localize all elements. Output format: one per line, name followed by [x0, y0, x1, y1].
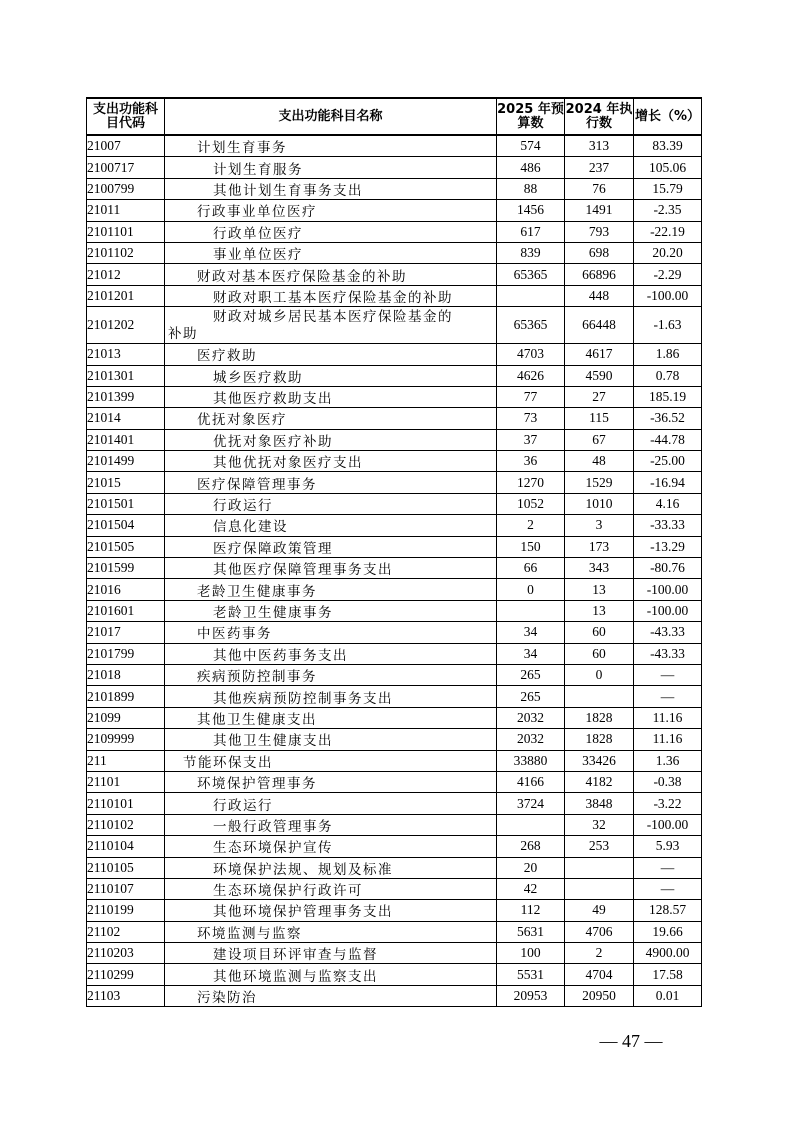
cell-code: 2110105	[87, 857, 165, 878]
cell-actual-2024: 49	[565, 900, 634, 921]
cell-growth: -43.33	[634, 622, 702, 643]
cell-actual-2024: 3848	[565, 793, 634, 814]
cell-name: 医疗保障政策管理	[165, 536, 497, 557]
cell-code: 211	[87, 750, 165, 771]
cell-actual-2024: 3	[565, 515, 634, 536]
cell-actual-2024: 1828	[565, 729, 634, 750]
cell-name: 财政对基本医疗保险基金的补助	[165, 264, 497, 285]
cell-name: 环境保护管理事务	[165, 771, 497, 792]
table-row	[87, 178, 702, 199]
cell-growth: —	[634, 878, 702, 899]
cell-code: 2101601	[87, 600, 165, 621]
table-row	[87, 857, 702, 878]
cell-code: 2100799	[87, 178, 165, 199]
cell-actual-2024	[565, 857, 634, 878]
table-row	[87, 579, 702, 600]
cell-code: 2101101	[87, 221, 165, 242]
cell-code: 2101501	[87, 493, 165, 514]
cell-budget-2025: 265	[497, 686, 565, 707]
cell-name: 事业单位医疗	[165, 242, 497, 263]
cell-growth: 19.66	[634, 921, 702, 942]
cell-budget-2025: 36	[497, 451, 565, 472]
table-row	[87, 921, 702, 942]
table-header-row	[87, 98, 702, 135]
cell-name: 一般行政管理事务	[165, 814, 497, 835]
table-row	[87, 515, 702, 536]
table-row	[87, 558, 702, 579]
cell-code: 21103	[87, 985, 165, 1006]
cell-growth: -25.00	[634, 451, 702, 472]
cell-budget-2025: 20	[497, 857, 565, 878]
cell-growth: 105.06	[634, 157, 702, 178]
table-row	[87, 536, 702, 557]
cell-actual-2024: 4704	[565, 964, 634, 985]
cell-actual-2024: 13	[565, 600, 634, 621]
cell-actual-2024: 48	[565, 451, 634, 472]
cell-growth: -36.52	[634, 408, 702, 429]
table-row	[87, 771, 702, 792]
table-row	[87, 386, 702, 407]
cell-budget-2025: 37	[497, 429, 565, 450]
cell-budget-2025: 5531	[497, 964, 565, 985]
cell-budget-2025: 2032	[497, 729, 565, 750]
cell-actual-2024: 4182	[565, 771, 634, 792]
cell-code: 2110101	[87, 793, 165, 814]
expenditure-table	[86, 97, 702, 1007]
cell-growth: -100.00	[634, 814, 702, 835]
table-row	[87, 221, 702, 242]
cell-actual-2024	[565, 878, 634, 899]
cell-name: 其他中医药事务支出	[165, 643, 497, 664]
cell-actual-2024: 4617	[565, 344, 634, 365]
cell-growth: 17.58	[634, 964, 702, 985]
cell-growth: 128.57	[634, 900, 702, 921]
cell-code: 21017	[87, 622, 165, 643]
cell-name: 医疗救助	[165, 344, 497, 365]
table-row	[87, 344, 702, 365]
cell-actual-2024: 67	[565, 429, 634, 450]
cell-growth: -13.29	[634, 536, 702, 557]
table-row	[87, 408, 702, 429]
cell-growth: 15.79	[634, 178, 702, 199]
cell-budget-2025: 112	[497, 900, 565, 921]
table-row	[87, 686, 702, 707]
cell-actual-2024: 698	[565, 242, 634, 263]
cell-growth: -3.22	[634, 793, 702, 814]
cell-growth: 0.01	[634, 985, 702, 1006]
cell-budget-2025: 88	[497, 178, 565, 199]
table-row	[87, 964, 702, 985]
cell-code: 2100717	[87, 157, 165, 178]
table-row	[87, 307, 702, 344]
cell-code: 2101899	[87, 686, 165, 707]
cell-budget-2025: 268	[497, 836, 565, 857]
cell-growth: 83.39	[634, 135, 702, 157]
table-row	[87, 985, 702, 1006]
cell-budget-2025: 1456	[497, 200, 565, 221]
cell-actual-2024: 173	[565, 536, 634, 557]
cell-name: 污染防治	[165, 985, 497, 1006]
cell-budget-2025: 486	[497, 157, 565, 178]
cell-name: 计划生育服务	[165, 157, 497, 178]
cell-budget-2025	[497, 814, 565, 835]
header-budget-2025: 2025 年预算数	[497, 98, 565, 135]
cell-growth: -43.33	[634, 643, 702, 664]
table-row	[87, 622, 702, 643]
cell-code: 2101499	[87, 451, 165, 472]
table-row	[87, 429, 702, 450]
cell-code: 2101401	[87, 429, 165, 450]
cell-code: 2109999	[87, 729, 165, 750]
cell-actual-2024: 76	[565, 178, 634, 199]
cell-code: 2110203	[87, 943, 165, 964]
cell-name: 其他环境监测与监察支出	[165, 964, 497, 985]
cell-budget-2025: 100	[497, 943, 565, 964]
cell-budget-2025: 617	[497, 221, 565, 242]
table-row	[87, 643, 702, 664]
cell-budget-2025: 574	[497, 135, 565, 157]
table-row	[87, 200, 702, 221]
cell-budget-2025: 4703	[497, 344, 565, 365]
cell-name: 其他计划生育事务支出	[165, 178, 497, 199]
table-row	[87, 472, 702, 493]
cell-growth: -2.29	[634, 264, 702, 285]
cell-budget-2025: 77	[497, 386, 565, 407]
cell-budget-2025	[497, 285, 565, 306]
table-row	[87, 600, 702, 621]
cell-code: 21014	[87, 408, 165, 429]
header-actual-2024: 2024 年执行数	[565, 98, 634, 135]
cell-budget-2025: 3724	[497, 793, 565, 814]
cell-budget-2025: 20953	[497, 985, 565, 1006]
cell-name: 其他卫生健康支出	[165, 707, 497, 728]
table-row	[87, 878, 702, 899]
header-code: 支出功能科目代码	[87, 98, 165, 135]
cell-name: 老龄卫生健康事务	[165, 579, 497, 600]
cell-actual-2024: 27	[565, 386, 634, 407]
table-row	[87, 943, 702, 964]
cell-name: 行政事业单位医疗	[165, 200, 497, 221]
cell-growth: —	[634, 686, 702, 707]
cell-code: 21101	[87, 771, 165, 792]
cell-budget-2025: 2	[497, 515, 565, 536]
cell-actual-2024: 1491	[565, 200, 634, 221]
cell-budget-2025: 65365	[497, 307, 565, 344]
cell-growth: 0.78	[634, 365, 702, 386]
cell-growth: -100.00	[634, 579, 702, 600]
cell-actual-2024	[565, 686, 634, 707]
cell-code: 2101504	[87, 515, 165, 536]
table-row	[87, 242, 702, 263]
cell-code: 2101201	[87, 285, 165, 306]
table-body	[87, 135, 702, 1007]
cell-name: 老龄卫生健康事务	[165, 600, 497, 621]
cell-budget-2025: 265	[497, 664, 565, 685]
table-row	[87, 451, 702, 472]
cell-budget-2025: 4626	[497, 365, 565, 386]
cell-name: 环境监测与监察	[165, 921, 497, 942]
cell-name: 其他医疗救助支出	[165, 386, 497, 407]
cell-budget-2025: 0	[497, 579, 565, 600]
cell-actual-2024: 237	[565, 157, 634, 178]
table-row	[87, 135, 702, 157]
cell-growth: 20.20	[634, 242, 702, 263]
cell-code: 2110299	[87, 964, 165, 985]
cell-growth: -16.94	[634, 472, 702, 493]
cell-actual-2024: 32	[565, 814, 634, 835]
cell-budget-2025: 1052	[497, 493, 565, 514]
cell-growth: 185.19	[634, 386, 702, 407]
table-row	[87, 707, 702, 728]
cell-code: 2101599	[87, 558, 165, 579]
cell-code: 21013	[87, 344, 165, 365]
cell-actual-2024: 1529	[565, 472, 634, 493]
cell-actual-2024: 1828	[565, 707, 634, 728]
cell-growth: -100.00	[634, 285, 702, 306]
cell-actual-2024: 0	[565, 664, 634, 685]
cell-budget-2025: 42	[497, 878, 565, 899]
cell-growth: 11.16	[634, 729, 702, 750]
cell-actual-2024: 115	[565, 408, 634, 429]
cell-name-line-2: 补助	[168, 326, 198, 343]
cell-code: 21015	[87, 472, 165, 493]
header-name: 支出功能科目名称	[165, 98, 497, 135]
table-row	[87, 493, 702, 514]
cell-actual-2024: 448	[565, 285, 634, 306]
cell-code: 21011	[87, 200, 165, 221]
cell-actual-2024: 13	[565, 579, 634, 600]
cell-actual-2024: 60	[565, 643, 634, 664]
cell-budget-2025	[497, 600, 565, 621]
cell-code: 21102	[87, 921, 165, 942]
cell-code: 21099	[87, 707, 165, 728]
cell-growth: 1.36	[634, 750, 702, 771]
cell-code: 21012	[87, 264, 165, 285]
cell-name: 其他优抚对象医疗支出	[165, 451, 497, 472]
cell-name: 其他环境保护管理事务支出	[165, 900, 497, 921]
table-row	[87, 264, 702, 285]
cell-actual-2024: 2	[565, 943, 634, 964]
cell-name: 生态环境保护宣传	[165, 836, 497, 857]
table-row	[87, 900, 702, 921]
cell-name-line-1: 财政对城乡居民基本医疗保险基金的	[213, 309, 453, 326]
cell-code: 21007	[87, 135, 165, 157]
table-row	[87, 750, 702, 771]
cell-actual-2024: 66448	[565, 307, 634, 344]
cell-name: 建设项目环评审查与监督	[165, 943, 497, 964]
cell-code: 2101799	[87, 643, 165, 664]
table-row	[87, 814, 702, 835]
cell-name: 优抚对象医疗	[165, 408, 497, 429]
cell-growth: -80.76	[634, 558, 702, 579]
header-growth: 增长（%）	[634, 98, 702, 135]
cell-actual-2024: 4706	[565, 921, 634, 942]
cell-growth: 5.93	[634, 836, 702, 857]
cell-name: 中医药事务	[165, 622, 497, 643]
cell-growth: —	[634, 664, 702, 685]
cell-growth: -22.19	[634, 221, 702, 242]
cell-growth: -1.63	[634, 307, 702, 344]
cell-actual-2024: 343	[565, 558, 634, 579]
cell-growth: -100.00	[634, 600, 702, 621]
cell-actual-2024: 253	[565, 836, 634, 857]
cell-growth: 11.16	[634, 707, 702, 728]
table-row	[87, 836, 702, 857]
cell-name: 医疗保障管理事务	[165, 472, 497, 493]
cell-name: 计划生育事务	[165, 135, 497, 157]
cell-name: 环境保护法规、规划及标准	[165, 857, 497, 878]
cell-budget-2025: 34	[497, 643, 565, 664]
table-row	[87, 793, 702, 814]
cell-code: 2101102	[87, 242, 165, 263]
cell-actual-2024: 1010	[565, 493, 634, 514]
cell-name: 城乡医疗救助	[165, 365, 497, 386]
cell-name: 财政对职工基本医疗保险基金的补助	[165, 285, 497, 306]
cell-name: 疾病预防控制事务	[165, 664, 497, 685]
cell-actual-2024: 60	[565, 622, 634, 643]
cell-actual-2024: 313	[565, 135, 634, 157]
cell-growth: 4.16	[634, 493, 702, 514]
cell-budget-2025: 4166	[497, 771, 565, 792]
cell-budget-2025: 34	[497, 622, 565, 643]
cell-growth: -2.35	[634, 200, 702, 221]
cell-code: 21016	[87, 579, 165, 600]
table-row	[87, 729, 702, 750]
cell-budget-2025: 73	[497, 408, 565, 429]
cell-name: 优抚对象医疗补助	[165, 429, 497, 450]
cell-budget-2025: 1270	[497, 472, 565, 493]
cell-growth: 1.86	[634, 344, 702, 365]
cell-actual-2024: 33426	[565, 750, 634, 771]
cell-budget-2025: 33880	[497, 750, 565, 771]
cell-code: 2110107	[87, 878, 165, 899]
cell-name: 信息化建设	[165, 515, 497, 536]
cell-growth: -0.38	[634, 771, 702, 792]
cell-code: 2101505	[87, 536, 165, 557]
cell-code: 21018	[87, 664, 165, 685]
cell-actual-2024: 4590	[565, 365, 634, 386]
cell-name: 行政单位医疗	[165, 221, 497, 242]
cell-name	[165, 307, 497, 344]
cell-growth: -33.33	[634, 515, 702, 536]
cell-name: 行政运行	[165, 793, 497, 814]
cell-budget-2025: 150	[497, 536, 565, 557]
cell-growth: 4900.00	[634, 943, 702, 964]
cell-name: 生态环境保护行政许可	[165, 878, 497, 899]
cell-growth: -44.78	[634, 429, 702, 450]
cell-budget-2025: 839	[497, 242, 565, 263]
cell-actual-2024: 20950	[565, 985, 634, 1006]
cell-name: 其他卫生健康支出	[165, 729, 497, 750]
cell-name: 节能环保支出	[165, 750, 497, 771]
cell-budget-2025: 66	[497, 558, 565, 579]
cell-budget-2025: 2032	[497, 707, 565, 728]
cell-code: 2110104	[87, 836, 165, 857]
page-number: — 47 —	[599, 1031, 663, 1051]
cell-code: 2110102	[87, 814, 165, 835]
cell-budget-2025: 5631	[497, 921, 565, 942]
cell-name: 其他疾病预防控制事务支出	[165, 686, 497, 707]
table-row	[87, 365, 702, 386]
cell-code: 2110199	[87, 900, 165, 921]
table-row	[87, 664, 702, 685]
cell-code: 2101202	[87, 307, 165, 344]
cell-code: 2101399	[87, 386, 165, 407]
cell-budget-2025: 65365	[497, 264, 565, 285]
cell-actual-2024: 66896	[565, 264, 634, 285]
cell-name: 行政运行	[165, 493, 497, 514]
cell-growth: —	[634, 857, 702, 878]
table-row	[87, 157, 702, 178]
cell-actual-2024: 793	[565, 221, 634, 242]
cell-name: 其他医疗保障管理事务支出	[165, 558, 497, 579]
table-row	[87, 285, 702, 306]
cell-code: 2101301	[87, 365, 165, 386]
